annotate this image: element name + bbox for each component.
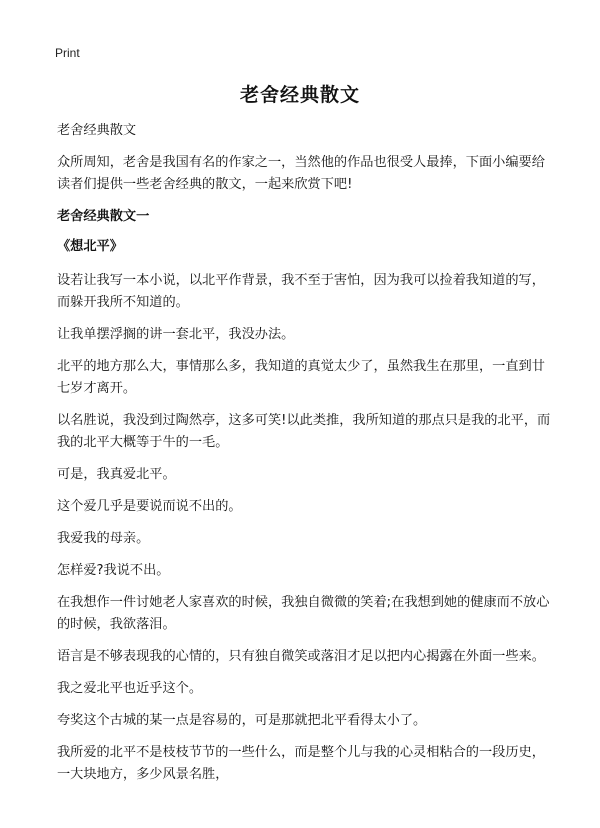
section-heading: 老舍经典散文一 bbox=[57, 209, 150, 224]
essay-paragraph: 这个爱几乎是要说而说不出的。 bbox=[57, 499, 242, 514]
essay-paragraph: 让我单摆浮搁的讲一套北平，我没办法。 bbox=[57, 327, 295, 342]
essay-paragraph: 以名胜说，我没到过陶然亭，这多可笑!以此类推，我所知道的那点只是我的北平，而我的北平大概等于牛的一毛。 bbox=[57, 413, 551, 450]
essay-paragraph: 怎样爱?我说不出。 bbox=[57, 563, 170, 578]
essay-paragraph: 可是，我真爱北平。 bbox=[57, 467, 176, 482]
print-link[interactable]: Print bbox=[55, 46, 80, 60]
essay-paragraph: 北平的地方那么大，事情那么多，我知道的真觉太少了，虽然我生在那里，一直到廿七岁才离开。 bbox=[57, 359, 545, 396]
essay-paragraph: 我爱我的母亲。 bbox=[57, 531, 150, 546]
essay-title: 《想北平》 bbox=[57, 239, 123, 254]
essay-paragraph: 我之爱北平也近乎这个。 bbox=[57, 681, 203, 696]
essay-paragraph: 夸奖这个古城的某一点是容易的，可是那就把北平看得太小了。 bbox=[57, 713, 427, 728]
essay-paragraph: 在我想作一件讨她老人家喜欢的时候，我独自微微的笑着;在我想到她的健康而不放心的时候，我欲落泪。 bbox=[57, 595, 550, 632]
page-title: 老舍经典散文 bbox=[239, 84, 360, 106]
article-body bbox=[57, 120, 552, 796]
intro-paragraph: 众所周知，老舍是我国有名的作家之一，当然他的作品也很受人最捧，下面小编要给读者们提供一些老舍经典的散文，一起来欣赏下吧! bbox=[57, 155, 545, 192]
essay-paragraph: 我所爱的北平不是枝枝节节的一些什么，而是整个儿与我的心灵相粘合的一段历史，一大块地方，多少风景名胜， bbox=[57, 745, 545, 782]
essay-paragraph: 设若让我写一本小说，以北平作背景，我不至于害怕，因为我可以捡着我知道的写，而躲开我所不知道的。 bbox=[57, 273, 545, 310]
article-subtitle: 老舍经典散文 bbox=[57, 123, 137, 138]
essay-paragraph: 语言是不够表现我的心情的，只有独自微笑或落泪才足以把内心揭露在外面一些来。 bbox=[57, 649, 545, 664]
